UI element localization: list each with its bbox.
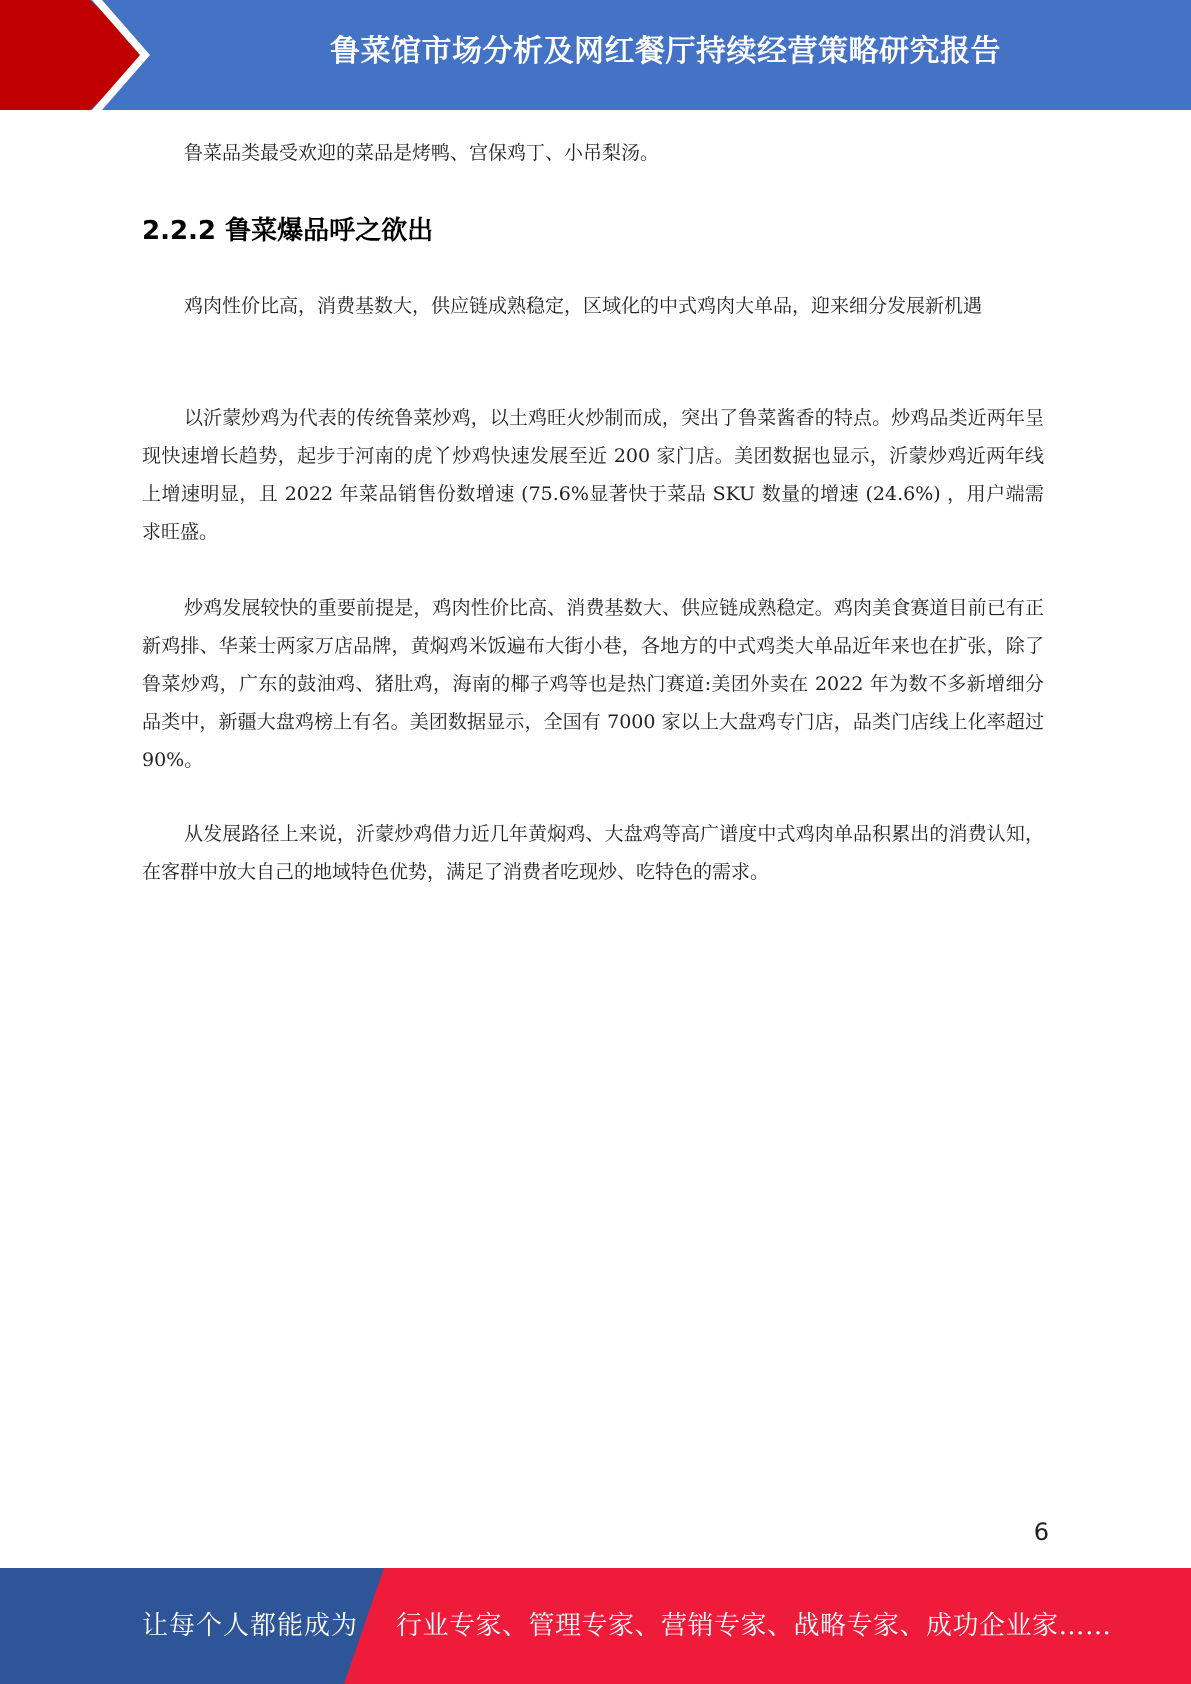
paragraph-1: 鸡肉性价比高，消费基数大，供应链成熟稳定，区域化的中式鸡肉大单品，迎来细分发展新机遇 <box>184 295 983 317</box>
section-heading: 2.2.2 鲁菜爆品呼之欲出 <box>142 216 434 246</box>
page-number: 6 <box>1033 1518 1049 1546</box>
report-title: 鲁菜馆市场分析及网红餐厅持续经营策略研究报告 <box>330 34 1001 69</box>
intro-paragraph: 鲁菜品类最受欢迎的菜品是烤鸭、宫保鸡丁、小吊梨汤。 <box>184 142 660 164</box>
header-red-arrow-shape <box>0 0 150 110</box>
footer-banner <box>0 1568 1191 1684</box>
footer-slogan-left: 让每个人都能成为 <box>142 1611 359 1641</box>
footer-slogan-right: 行业专家、管理专家、营销专家、战略专家、成功企业家…… <box>396 1611 1112 1641</box>
paragraph-3: 炒鸡发展较快的重要前提是，鸡肉性价比高、消费基数大、供应链成熟稳定。鸡肉美食赛道目前已有正新鸡排、华莱士两家万店品牌，黄焖鸡米饭遍布大街小巷，各地方的中式鸡类大单品近年来也在扩张，除了鲁菜炒鸡，广东的鼓油鸡、猪肚鸡，海南的椰子鸡等也是热门赛道:美团外卖在 2022 年为数不多新增细分品类中，新疆大盘鸡榜上有名。美团数据显示，全国有 7000 家以上大盘鸡专门店，品类门店线上化率超过 90%。 <box>142 597 1044 771</box>
header-banner <box>0 0 1191 110</box>
paragraph-4: 从发展路径上来说，沂蒙炒鸡借力近几年黄焖鸡、大盘鸡等高广谱度中式鸡肉单品积累出的消费认知，在客群中放大自己的地域特色优势，满足了消费者吃现炒、吃特色的需求。 <box>142 823 1044 883</box>
paragraph-2: 以沂蒙炒鸡为代表的传统鲁菜炒鸡，以土鸡旺火炒制而成，突出了鲁菜酱香的特点。炒鸡品类近两年呈现快速增长趋势，起步于河南的虎丫炒鸡快速发展至近 200 家门店。美团数据也显示，沂蒙炒鸡近两年线上增速明显，且 2022 年菜品销售份数增速 (75.6%显著快于菜品 SKU 数量的增速 (24.6%) ，用户端需求旺盛。 <box>142 407 1044 543</box>
